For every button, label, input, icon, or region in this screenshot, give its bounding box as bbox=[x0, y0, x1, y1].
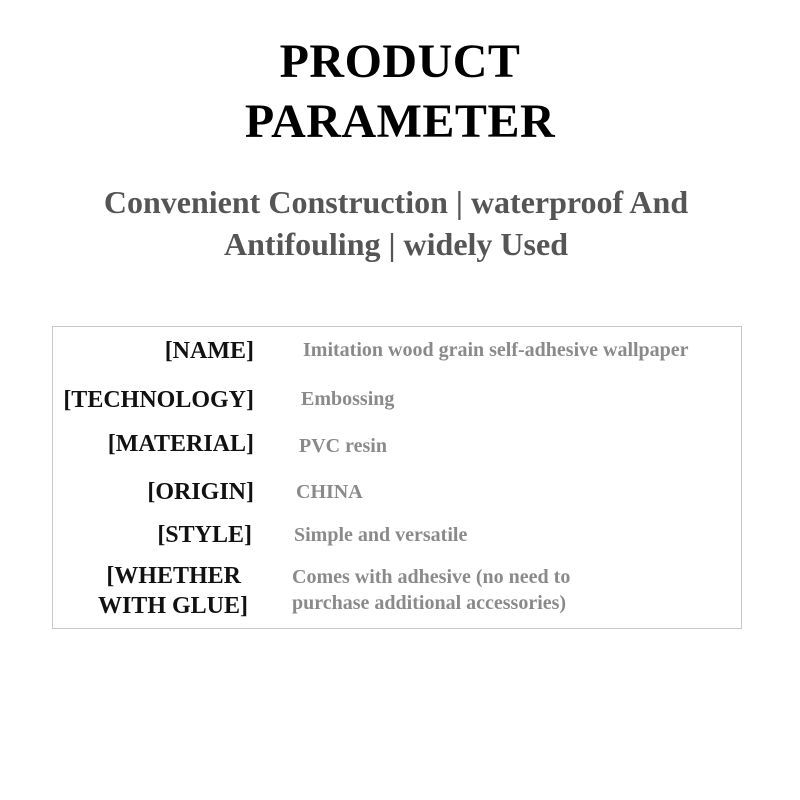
param-label-material: [MATERIAL] bbox=[107, 431, 254, 457]
param-label-origin: [ORIGIN] bbox=[147, 479, 254, 505]
param-label-name: [NAME] bbox=[164, 338, 254, 364]
param-label-style: [STYLE] bbox=[157, 522, 252, 548]
param-value-name: Imitation wood grain self-adhesive wallpaper bbox=[303, 339, 689, 361]
subtitle-line-2: Antifouling | widely Used bbox=[224, 226, 568, 262]
param-value-origin: CHINA bbox=[296, 481, 363, 503]
param-label-glue-line-2: WITH GLUE] bbox=[97, 593, 248, 619]
param-label-technology: [TECHNOLOGY] bbox=[63, 387, 254, 413]
title-line-1: PRODUCT bbox=[279, 35, 521, 88]
param-value-glue-line-2: purchase additional accessories) bbox=[292, 592, 567, 614]
param-value-style: Simple and versatile bbox=[294, 524, 468, 546]
param-label-glue-line-1: [WHETHER bbox=[106, 563, 241, 589]
param-value-material: PVC resin bbox=[299, 435, 387, 457]
param-value-glue-line-1: Comes with adhesive (no need to bbox=[292, 566, 571, 588]
title-line-2: PARAMETER bbox=[244, 95, 556, 148]
param-value-technology: Embossing bbox=[301, 388, 395, 410]
subtitle-line-1: Convenient Construction | waterproof And bbox=[103, 184, 689, 220]
